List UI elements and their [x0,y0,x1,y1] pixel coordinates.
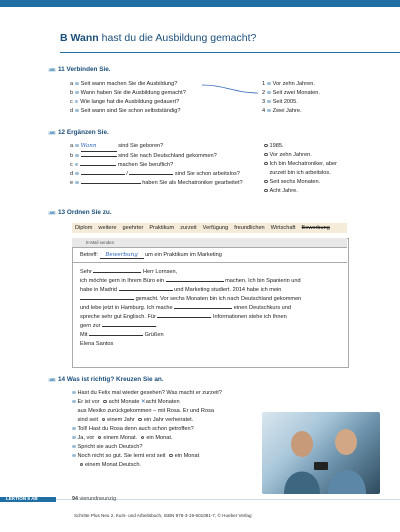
exercise-11-questions [70,80,186,116]
exercise-13-heading: AB 13 Ordnen Sie zu. [49,209,112,216]
ab-badge: AB [49,68,55,72]
page-number: 94 vierundneunzig [72,496,117,502]
copyright-line: Schritte Plus Neu 2, Kurs- und Arbeitsbuch, ISBN 978-3-19-601081-7, © Hueber Verlag [74,513,252,518]
radio-option[interactable] [169,454,173,458]
page-title: B Wann hast du die Ausbildung gemacht? [60,32,257,44]
exercise-11-answers: 1 Vor zehn Jahren. 2 Seit zwei Monaten. 3 Seit 2005. 4 Zwei Jahre. [262,81,320,114]
question-d: d Seit wann sind Sie schon selbstständig? [70,108,181,114]
photo-people-with-phone [262,412,380,494]
radio-option[interactable] [138,418,142,422]
matching-line [200,82,260,96]
checked-mark-icon: ✕ [141,399,146,405]
lektion-label: LEKTION 8 AB [6,496,38,501]
email-send-tab[interactable]: E-Mail senden [72,238,347,248]
word-bank: Diplom weitere geehrter Praktikum zurzeit Verfügung freundlichen Wirtschaft Bewerbung [72,223,347,233]
answer-blank[interactable] [129,174,173,175]
subject-divider [72,262,347,263]
exercise-12-heading: AB 12 Ergänzen Sie. [49,129,109,136]
exercise-14-heading: AB 14 Was ist richtig? Kreuzen Sie an. [49,376,164,383]
title-rule [60,52,400,53]
radio-option[interactable] [80,463,84,467]
email-body: Sehr Herr Lornsen, ich möchte gern in Ihrem Büro ein machen. Ich bin Spanierin und habe in Madrid und Marketing studiert. 2014 habe ich mein gemacht. Vor sechs Monaten bin ich nach Deutschland gekommen und lebe jetzt in Hamburg. Ich mache einen Deutschkurs und spreche sehr gut Englisch. Für Informationen stehe ich Ihnen gern zur . Mit Grüßen Elena Santos [80,269,302,347]
question-a: a Seit wann machen Sie die Ausbildung? [70,81,178,87]
radio-option[interactable] [103,400,107,404]
question-c: c Wie lange hat die Ausbildung gedauert? [70,99,180,105]
exercise-12-questions: a Wann sind Sie geboren? b sind Sie nach Deutschland gekommen? c machen Sie beruflich? d / sind Sie schon arbeitslos? e haben Sie als Mechatroniker gearbeitet? [70,143,243,186]
answer-blank[interactable] [80,165,116,166]
top-color-bar [0,0,400,7]
radio-option[interactable] [141,436,145,440]
radio-option[interactable] [102,418,106,422]
email-subject: Betreff: Bewerbung um ein Praktikum im Marketing [80,252,222,258]
exercise-14-dialog: Hast du Felix mal wieder gesehen? Was macht er zurzeit? Er ist vor acht Monate ✕acht Monaten aus Mexiko zurückgekommen – mit Rosa. Er und Rosa sind seit einem Jahr ein Jahr verheiratet. Toll! Hast du Rosa denn auch schon getroffen? Ja, vor einem Monat. ein Monat. Spricht sie auch Deutsch? Noch nicht so gut. Sie lernt erst seit ein Monat einem Monat Deutsch. [70,389,222,470]
exercise-11-heading: AB 11 Verbinden Sie. [49,66,111,73]
radio-option[interactable] [98,436,102,440]
answer-blank[interactable]: Wann [81,142,117,152]
exercise-12-answers: 1985. Vor zehn Jahren. Ich bin Mechatroniker, aber zurzeit bin ich arbeitslos. Seit sechs Monaten. Acht Jahre. [262,142,337,196]
question-b: b Wann haben Sie die Ausbildung gemacht? [70,90,186,96]
answer-blank[interactable] [81,174,125,175]
answer-blank[interactable] [81,156,117,157]
answer-blank[interactable] [81,183,141,184]
